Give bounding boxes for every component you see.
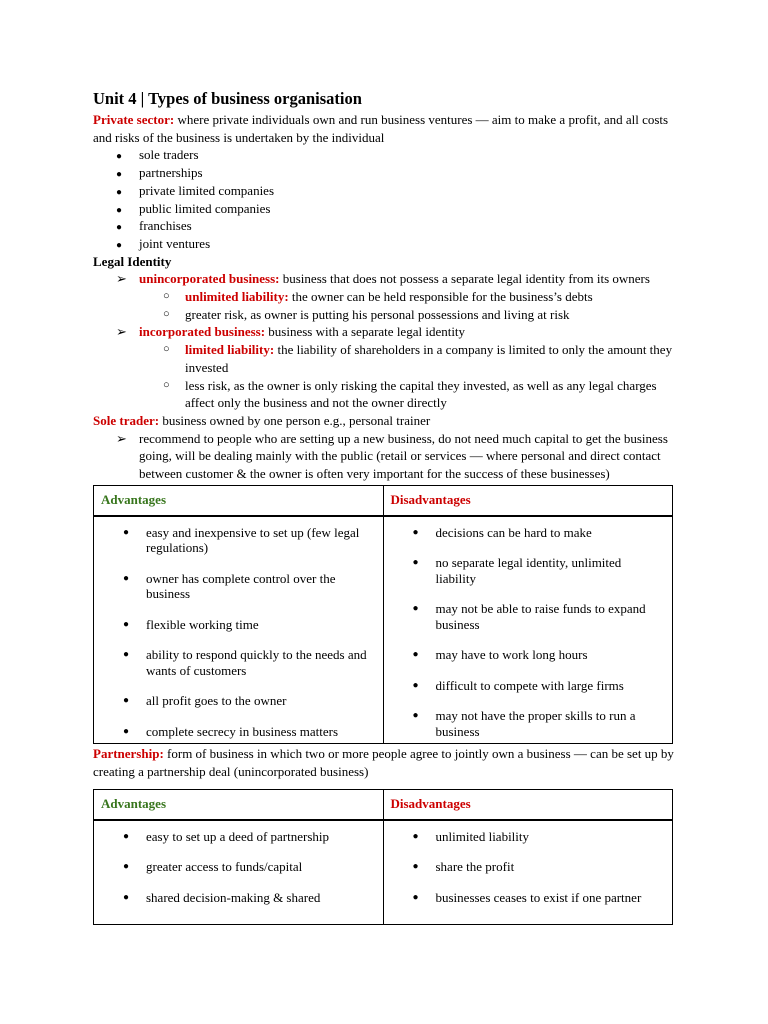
list-item: ○ limited liability: the liability of shareholders in a company is limited to only the amount they invested [163, 342, 673, 375]
bullet-icon [123, 724, 129, 740]
legal-identity-heading: Legal Identity [93, 253, 172, 269]
table-list-item: ● all profit goes to the owner [94, 693, 375, 709]
advantages-header: Advantages [94, 485, 384, 516]
bullet-icon [123, 525, 129, 541]
bullet-icon [413, 829, 419, 845]
advantages-header: Advantages [94, 789, 384, 820]
sole-trader-table [93, 485, 673, 745]
circle-bullet-icon: ○ [163, 307, 170, 320]
list-item: ● public limited companies [93, 200, 675, 218]
arrow-bullet-icon: ➢ [116, 430, 127, 446]
bullet-icon [413, 708, 419, 724]
bullet-icon [123, 859, 129, 875]
table-list-item: ● easy and inexpensive to set up (few legal regulations) [94, 525, 375, 556]
table-list-item: ● greater access to funds/capital [94, 859, 375, 875]
list-item: ● private limited companies [93, 182, 675, 200]
list-item: ● partnerships [93, 164, 675, 182]
circle-bullet-icon: ○ [163, 378, 170, 391]
table-list-item: ● owner has complete control over the business [94, 571, 375, 602]
circle-bullet-icon: ○ [163, 343, 170, 356]
disadvantages-cell [383, 820, 673, 925]
table-list-item: ● may not have the proper skills to run a business [384, 708, 665, 739]
list-item: ➢ recommend to people who are setting up a new business, do not need much capital to get the business going, will be dealing mainly with the public (retail or services — where personal and direct contact between customer & the owner is often very important for the success of these businesses) [116, 430, 668, 482]
arrow-bullet-icon: ➢ [116, 271, 127, 287]
private-sector-term: Private sector: [93, 112, 175, 127]
bullet-icon [413, 601, 419, 617]
bullet-icon [116, 235, 122, 255]
arrow-bullet-icon: ➢ [116, 324, 127, 340]
bullet-icon [123, 571, 129, 587]
table-list-item: ● no separate legal identity, unlimited liability [384, 555, 665, 586]
table-list-item: ● decisions can be hard to make [384, 525, 665, 541]
list-item: ● joint ventures [93, 235, 675, 253]
table-list-item: ● share the profit [384, 859, 665, 875]
list-item: ○ greater risk, as owner is putting his personal possessions and living at risk [163, 306, 570, 322]
partnership-paragraph: Partnership: form of business in which two or more people agree to jointly own a business — can be set up by creating a partnership deal (unincorporated business) [93, 746, 674, 779]
private-sector-definition: where private individuals own and run business ventures — aim to make a profit, and all costs and risks of the business is undertaken by the individual [93, 112, 669, 145]
private-sector-list [93, 146, 675, 252]
table-list-item: ● complete secrecy in business matters [94, 724, 375, 740]
bullet-icon [413, 647, 419, 663]
bullet-icon [123, 693, 129, 709]
bullet-icon [123, 647, 129, 663]
list-item: ➢ unincorporated business: business that does not possess a separate legal identity from its owners [116, 271, 650, 287]
bullet-icon [413, 555, 419, 571]
bullet-icon [413, 859, 419, 875]
table-list-item: ● flexible working time [94, 617, 375, 633]
disadvantages-header: Disadvantages [383, 789, 673, 820]
bullet-icon [413, 525, 419, 541]
sole-trader-paragraph: Sole trader: business owned by one person e.g., personal trainer [93, 412, 431, 428]
bullet-icon [413, 890, 419, 906]
page-title: Unit 4 | Types of business organisation [93, 89, 362, 108]
table-list-item: ● easy to set up a deed of partnership [94, 829, 375, 845]
table-list-item: ● may not be able to raise funds to expand business [384, 601, 665, 632]
list-item: ○ less risk, as the owner is only risking the capital they invested, as well as any legal charges affect only the business and not the owner directly [163, 377, 657, 411]
bullet-icon [123, 890, 129, 906]
sole-trader-list [93, 430, 675, 483]
table-list-item: ● ability to respond quickly to the needs and wants of customers [94, 647, 375, 678]
table-list-item: ● shared decision-making & shared [94, 890, 375, 906]
table-list-item: ● unlimited liability [384, 829, 665, 845]
circle-bullet-icon: ○ [163, 290, 170, 303]
list-item: ➢ incorporated business: business with a separate legal identity [116, 324, 466, 340]
table-list-item: ● may have to work long hours [384, 647, 665, 663]
advantages-cell [94, 516, 384, 744]
table-list-item: ● difficult to compete with large firms [384, 678, 665, 694]
bullet-icon [123, 829, 129, 845]
disadvantages-header: Disadvantages [383, 485, 673, 516]
disadvantages-cell [383, 516, 673, 744]
table-list-item: ● businesses ceases to exist if one partner [384, 890, 665, 906]
bullet-icon [123, 617, 129, 633]
advantages-cell [94, 820, 384, 925]
document-page [93, 88, 675, 925]
list-item: ● sole traders [93, 146, 675, 164]
list-item: ○ unlimited liability: the owner can be held responsible for the business’s debts [163, 289, 593, 305]
private-sector-paragraph [93, 111, 675, 146]
bullet-icon [413, 678, 419, 694]
partnership-table [93, 789, 673, 926]
list-item: ● franchises [93, 217, 675, 235]
legal-identity-list [93, 270, 675, 412]
